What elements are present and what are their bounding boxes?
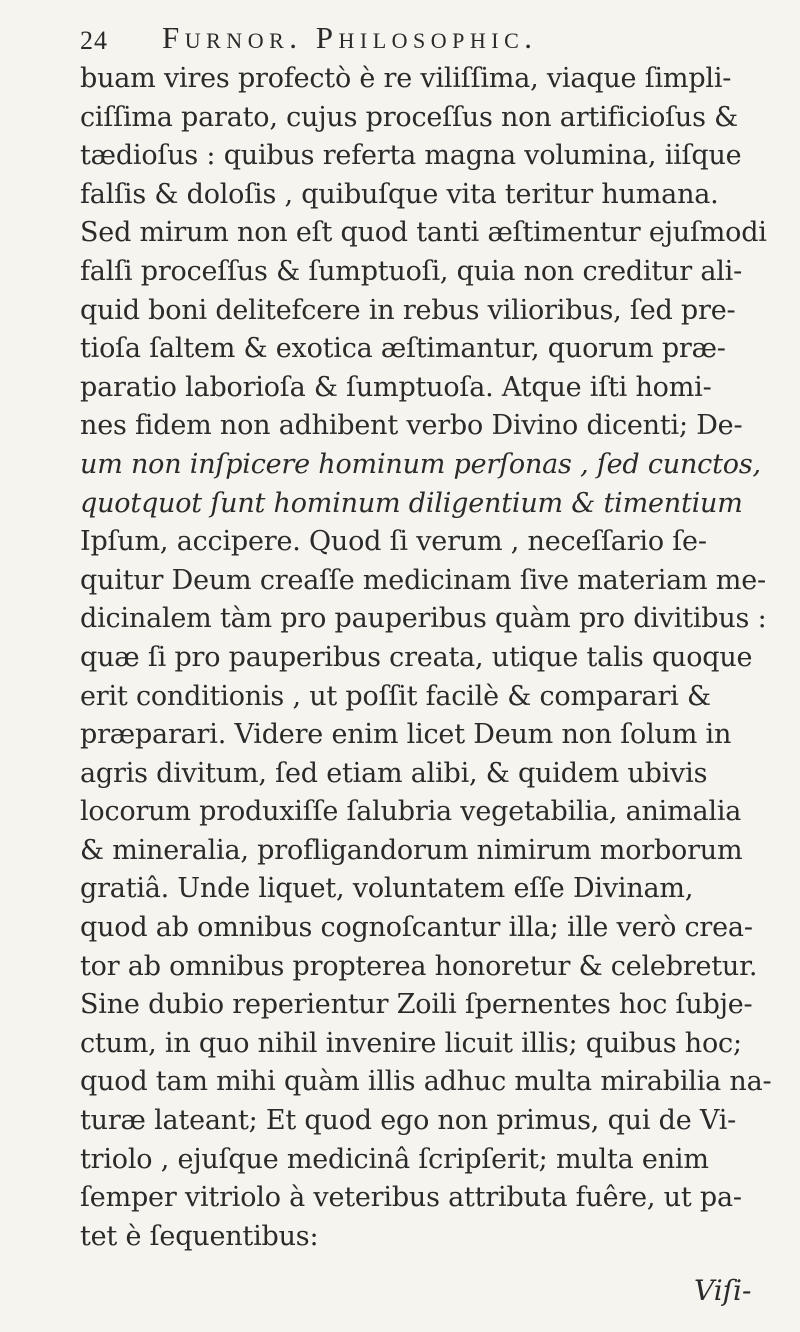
body-text <box>80 60 770 1256</box>
text-line: tor ab omnibus propterea honoretur & celebretur. <box>80 950 758 982</box>
text-line: præparari. Videre enim licet Deum non ſolum in <box>80 719 732 751</box>
text-line: turæ lateant; Et quod ego non primus, qui de Vi- <box>80 1105 737 1137</box>
text-line: quod ab omnibus cognoſcantur illa; ille verò crea- <box>80 912 753 944</box>
text-line: erit conditionis , ut poſſit facilè & comparari & <box>80 680 711 712</box>
text-line: falſi proceſſus & ſumptuoſi, quia non creditur ali- <box>80 255 743 287</box>
text-line: buam vires profectò è re viliſſima, viaque ſimpli- <box>80 63 732 94</box>
text-line: Sed mirum non eſt quod tanti æſtimentur ejuſmodi <box>80 217 767 249</box>
text-line: tioſa ſaltem & exotica æſtimantur, quorum præ- <box>80 333 726 365</box>
text-line: ſemper vitriolo à veteribus attributa fuêre, ut pa- <box>80 1182 742 1214</box>
text-line: quæ ſi pro pauperibus creata, utique talis quoque <box>80 641 753 673</box>
text-line: locorum produxiſſe ſalubria vegetabilia, animalia <box>80 796 742 828</box>
text-line: triolo , ejuſque medicinâ ſcripſerit; multa enim <box>80 1143 709 1175</box>
running-title: Furnor. Philosophic. <box>162 20 538 55</box>
page-number: 24 <box>80 26 108 55</box>
catchword: Viſi- <box>694 1274 752 1307</box>
text-line: tædioſus : quibus referta magna volumina, iiſque <box>80 140 742 172</box>
text-line: agris divitum, ſed etiam alibi, & quidem ubivis <box>80 757 708 789</box>
text-line: Sine dubio reperientur Zoili ſpernentes hoc ſubje- <box>80 989 753 1021</box>
text-line: quod tam mihi quàm illis adhuc multa mirabilia na- <box>80 1066 772 1098</box>
page-header <box>80 20 760 64</box>
text-line: & mineralia, profligandorum nimirum morborum <box>80 834 743 866</box>
text-line: tet è ſequentibus: <box>80 1220 319 1252</box>
text-line: nes fidem non adhibent verbo Divino dicenti; De- <box>80 410 743 442</box>
text-line: ctum, in quo nihil invenire licuit illis; quibus hoc; <box>80 1027 742 1059</box>
text-line: ciſſima parato, cujus proceſſus non artificioſus & <box>80 101 738 133</box>
text-line: falſis & doloſis , quibuſque vita teritur humana. <box>80 178 719 210</box>
text-line: Ipſum, accipere. Quod ſi verum , neceſſario ſe- <box>80 526 707 558</box>
text-line: dicinalem tàm pro pauperibus quàm pro divitibus : <box>80 603 767 635</box>
text-line: quid boni delitefcere in rebus vilioribus, ſed pre- <box>80 294 736 326</box>
text-line: paratio laborioſa & ſumptuoſa. Atque iſti homi- <box>80 371 712 403</box>
scripture-quote-line: um non inſpicere hominum perſonas , ſed cunctos, <box>80 448 761 480</box>
text-line: quitur Deum creaſſe medicinam ſive materiam me- <box>80 564 766 596</box>
text-line: gratiâ. Unde liquet, voluntatem eſſe Divinam, <box>80 873 694 905</box>
scripture-quote-line: quotquot ſunt hominum diligentium & timentium <box>80 487 743 519</box>
